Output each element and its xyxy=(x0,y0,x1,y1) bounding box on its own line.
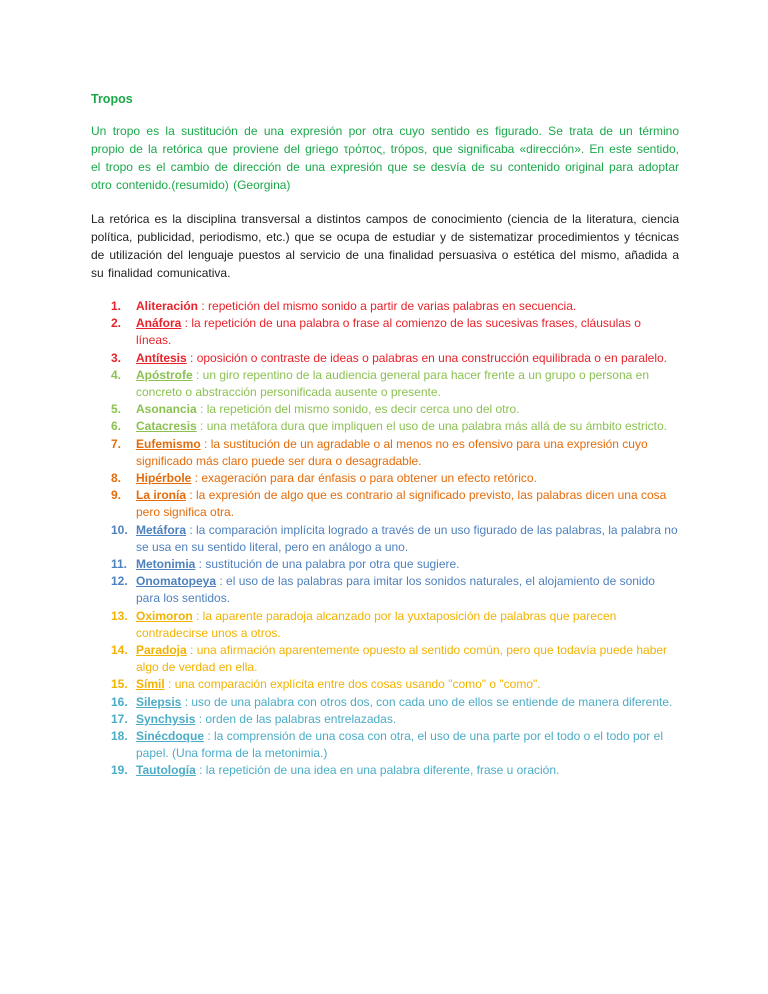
rhetoric-text: es la disciplina transversal a distintos campos de conocimiento (ciencia de la literatura, ciencia política, publicidad, periodismo, etc.) que se ocupa de estudiar y de sistematizar procedimientos y técnicas de utilización del lenguaje puestos al servicio de una finalidad persuasiva o estética del mismo, añadida a su finalidad comunicativa. xyxy=(91,212,679,280)
list-item-number: 2. xyxy=(111,316,122,331)
list-item xyxy=(91,762,679,779)
list-item-number: 12. xyxy=(111,574,128,589)
document-title: Tropos xyxy=(91,92,133,106)
list-item-term: Antítesis xyxy=(136,350,187,365)
intro-lead: Un tropo xyxy=(91,124,141,138)
list-item-definition: : la comparación implícita logrado a través de un uso figurado de las palabras, la palabra no se usa en su sentido literal, pero en análogo a uno. xyxy=(136,522,678,554)
list-item-definition: : la sustitución de un agradable o al menos no es ofensivo para una expresión cuyo significado más claro puede ser dura o desagradable. xyxy=(136,436,648,468)
list-item xyxy=(91,436,679,470)
list-item-definition: : la repetición de una palabra o frase al comienzo de las sucesivas frases, cláusulas o líneas. xyxy=(136,316,641,348)
list-item-number: 11. xyxy=(111,557,128,572)
list-item-definition: : la repetición de una idea en una palabra diferente, frase u oración. xyxy=(195,763,560,778)
rhetoric-lead: La retórica xyxy=(91,212,150,226)
list-item-term: Synchysis xyxy=(136,711,196,726)
list-item-definition: : repetición del mismo sonido a partir de varias palabras en secuencia. xyxy=(198,299,577,313)
list-item-term: Eufemismo xyxy=(136,436,201,451)
list-item xyxy=(91,418,679,435)
list-item-term: Catacresis xyxy=(136,419,197,434)
list-item-term: Asonancia xyxy=(136,402,197,417)
list-item-number: 8. xyxy=(111,471,122,486)
list-item-definition: : una metáfora dura que impliquen el uso de una palabra más allá de su ámbito estricto. xyxy=(196,419,667,434)
list-item xyxy=(91,298,679,315)
list-item-number: 5. xyxy=(111,402,122,417)
list-item xyxy=(91,487,679,521)
list-item-number: 16. xyxy=(111,694,128,709)
list-item-number: 14. xyxy=(111,643,128,658)
list-item xyxy=(91,315,679,349)
list-item xyxy=(91,522,679,556)
list-item xyxy=(91,350,679,367)
list-item-definition: : orden de las palabras entrelazadas. xyxy=(195,711,397,726)
list-item-number: 7. xyxy=(111,436,122,451)
list-item-term: Paradoja xyxy=(136,643,187,658)
list-item-definition: : un giro repentino de la audiencia general para hacer frente a un grupo o persona en concreto o abstracción personificada ausente o presente. xyxy=(136,367,649,400)
list-item-number: 19. xyxy=(111,763,128,778)
list-item xyxy=(91,367,679,401)
list-item-definition: : exageración para dar énfasis o para obtener un efecto retórico. xyxy=(191,471,537,486)
list-item-number: 13. xyxy=(111,608,128,623)
list-item-definition: : una comparación explícita entre dos cosas usando "como" o "como". xyxy=(164,677,541,692)
list-item-number: 9. xyxy=(111,488,122,503)
list-item xyxy=(91,642,679,676)
list-item-term: Metonimia xyxy=(136,557,196,572)
list-item xyxy=(91,694,679,711)
list-item-definition: : la aparente paradoja alcanzado por la yuxtaposición de palabras que parecen contradecirse unos a otros. xyxy=(136,608,617,640)
document-page xyxy=(91,90,679,780)
intro-paragraph xyxy=(91,122,679,194)
list-item-term: Sinécdoque xyxy=(136,729,205,744)
list-item-definition: : una afirmación aparentemente opuesto al sentido común, pero que todavía puede haber algo de verdad en ella. xyxy=(136,643,668,675)
list-item xyxy=(91,728,679,762)
list-item-term: Oximoron xyxy=(136,608,193,623)
list-item-term: Apóstrofe xyxy=(136,367,193,382)
list-item-definition: : sustitución de una palabra por otra que sugiere. xyxy=(195,557,460,572)
list-item xyxy=(91,676,679,693)
list-item xyxy=(91,573,679,607)
list-item xyxy=(91,556,679,573)
list-item xyxy=(91,608,679,642)
list-item-number: 17. xyxy=(111,711,128,726)
list-item-number: 15. xyxy=(111,677,128,692)
list-item xyxy=(91,711,679,728)
list-item-term: Silepsis xyxy=(136,694,182,709)
list-item-number: 1. xyxy=(111,299,122,313)
list-item-number: 10. xyxy=(111,522,128,537)
list-item xyxy=(91,401,679,418)
list-item-definition: : el uso de las palabras para imitar los sonidos naturales, el alojamiento de sonido para los sentidos. xyxy=(136,574,655,606)
list-item-term: Metáfora xyxy=(136,522,187,537)
list-item-number: 18. xyxy=(111,729,128,744)
list-item-term: Símil xyxy=(136,677,165,692)
rhetoric-paragraph xyxy=(91,210,679,282)
list-item xyxy=(91,470,679,487)
intro-text: es la sustitución de una expresión por otra cuyo sentido es figurado. Se trata de un término propio de la retórica que proviene del griego τρόπος, trópos, que significaba «dirección». En este sentido, el tropo es el cambio de dirección de una expresión que se desvía de su contenido original para adoptar otro contenido.(resumido) (Georgina) xyxy=(91,124,679,192)
list-item-term: Tautología xyxy=(136,763,196,778)
list-item-definition: : oposición o contraste de ideas o palabras en una construcción equilibrada o en paralelo. xyxy=(186,350,668,365)
list-item-term: La ironía xyxy=(136,488,187,503)
list-item-term: Hipérbole xyxy=(136,471,192,486)
list-item-term: Aliteración xyxy=(136,299,199,313)
list-item-term: Anáfora xyxy=(136,316,182,331)
tropos-list xyxy=(91,298,679,780)
list-item-definition: : la repetición del mismo sonido, es decir cerca uno del otro. xyxy=(196,402,520,417)
list-item-number: 3. xyxy=(111,350,122,365)
list-item-definition: : la expresión de algo que es contrario al significado previsto, las palabras dicen una cosa pero significa otra. xyxy=(136,488,667,520)
list-item-number: 4. xyxy=(111,367,122,382)
list-item-definition: : la comprensión de una cosa con otra, el uso de una parte por el todo o el todo por el papel. (Una forma de la metonimia.) xyxy=(136,729,663,761)
list-item-term: Onomatopeya xyxy=(136,574,217,589)
list-item-definition: : uso de una palabra con otros dos, con cada uno de ellos se entiende de manera diferente. xyxy=(181,694,673,709)
list-item-number: 6. xyxy=(111,419,122,434)
